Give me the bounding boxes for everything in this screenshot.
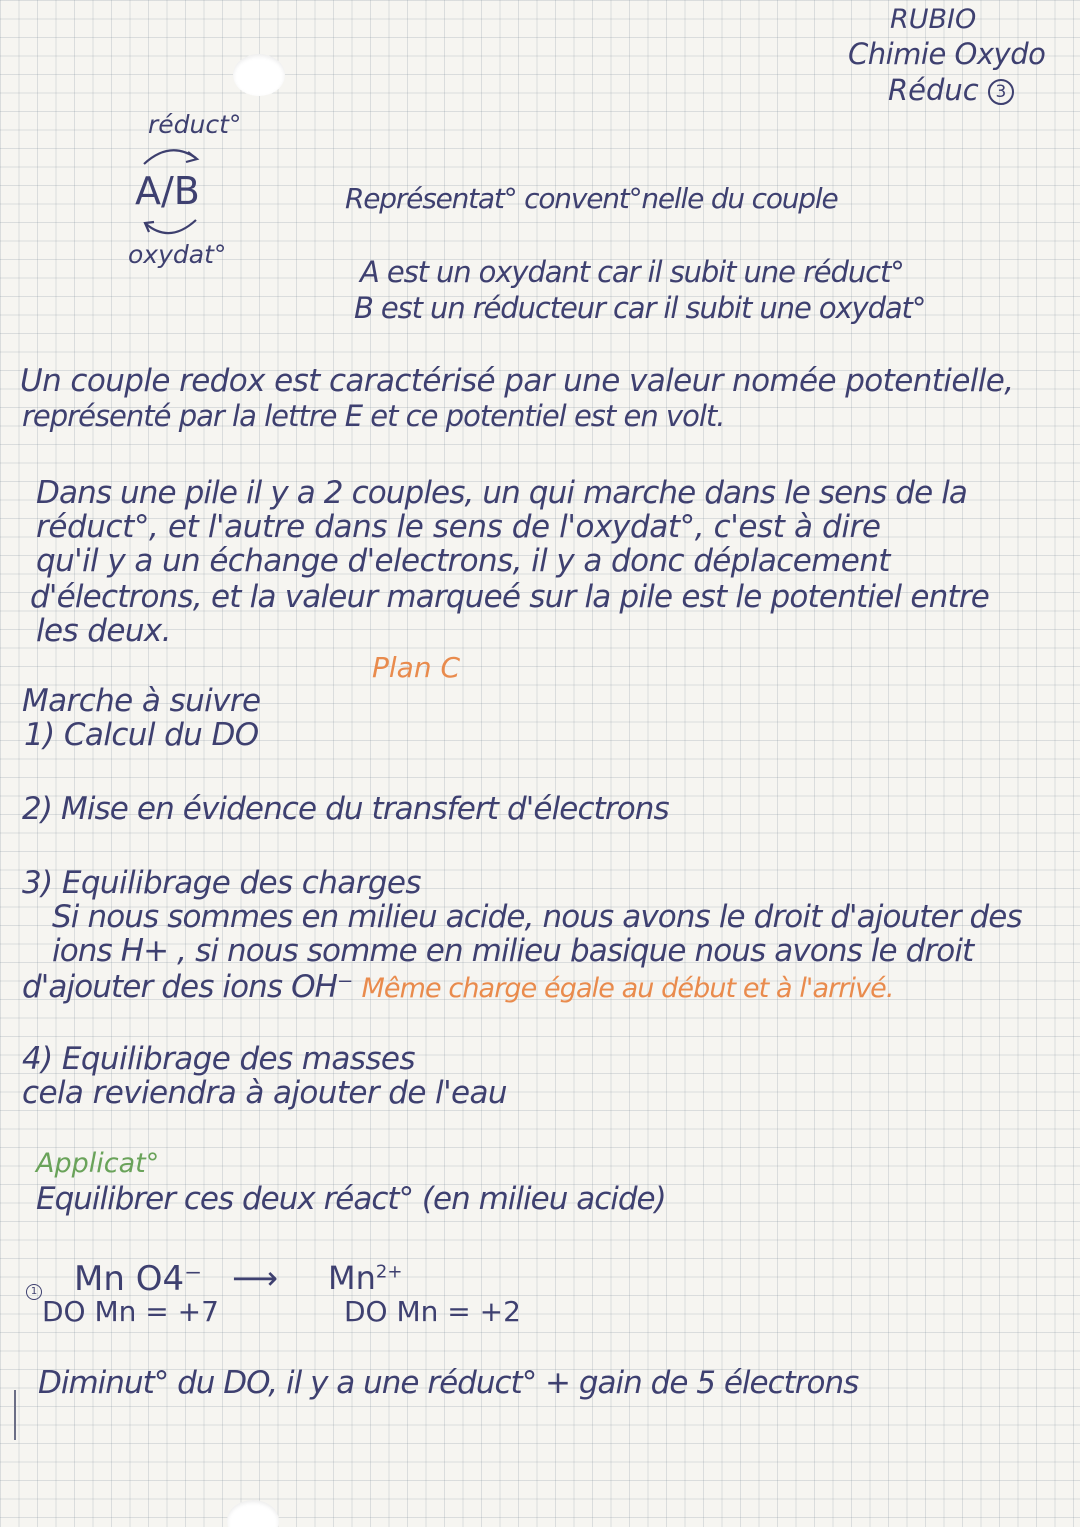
method-step-4-title: 4) Equilibrage des masses (22, 1041, 415, 1077)
chapter-number-badge: 3 (988, 79, 1014, 105)
couple-notation: A/B (135, 169, 200, 213)
step-3-oh-ions: d'ajouter des ions OH⁻ (22, 969, 353, 1005)
punch-hole-bottom (227, 1500, 279, 1527)
paragraph-2-line-3: qu'il y a un échange d'electrons, il y a donc déplacement (36, 543, 890, 579)
method-title: Marche à suivre (22, 683, 261, 719)
representation-line-2: B est un réducteur car il subit une oxydat° (354, 291, 926, 325)
subject-line-1: Chimie Oxydo (848, 37, 1046, 71)
paragraph-2-line-4: d'électrons, et la valeur marqueé sur la pile est le potentiel entre (30, 579, 990, 615)
application-title: Applicat° (36, 1148, 160, 1179)
step-3-charge-note: Même charge égale au début et à l'arrivé. (361, 973, 894, 1004)
reaction-arrow-icon: ⟶ (232, 1259, 278, 1297)
representation-line-1: A est un oxydant car il subit une réduct° (360, 255, 904, 289)
method-step-3-title: 3) Equilibrage des charges (22, 865, 421, 901)
author-name: RUBIO (890, 4, 977, 35)
couple-oxidation-label: oxydat° (128, 240, 227, 269)
subject-line-2 (888, 73, 1014, 107)
method-step-3-line-1: Si nous sommes en milieu acide, nous avons le droit d'ajouter des (52, 899, 1022, 935)
method-step-4-line: cela reviendra à ajouter de l'eau (22, 1075, 507, 1111)
paragraph-1-line-1: Un couple redox est caractérisé par une valeur nomée potentielle, (20, 363, 1014, 399)
paragraph-1-line-2: représenté par la lettre E et ce potentiel est en volt. (22, 399, 725, 433)
punch-hole (233, 54, 285, 96)
reduction-arrow-icon (136, 138, 208, 168)
reaction-product-species: Mn (328, 1259, 376, 1297)
reaction-product-charge: 2+ (375, 1261, 403, 1283)
subject-line-2-text: Réduc (888, 73, 979, 107)
couple-reduction-label: réduct° (148, 110, 242, 139)
plan-label: Plan C (372, 651, 461, 684)
method-step-3-line-3 (22, 969, 894, 1005)
paragraph-2-line-5: les deux. (36, 613, 171, 649)
application-instruction: Equilibrer ces deux réact° (en milieu acide) (36, 1181, 666, 1217)
method-step-1: 1) Calcul du DO (24, 717, 259, 753)
reaction-product (328, 1259, 403, 1297)
representation-title: Représentat° convent°nelle du couple (345, 182, 838, 215)
paragraph-2-line-2: réduct°, et l'autre dans le sens de l'oxydat°, c'est à dire (36, 509, 881, 545)
exercise-index-badge: 1 (26, 1284, 42, 1300)
reaction-reactant: Mn O4⁻ (74, 1259, 203, 1299)
do-left: DO Mn = +7 (42, 1295, 219, 1328)
method-step-3-line-2: ions H+ , si nous somme en milieu basique nous avons le droit (52, 933, 974, 969)
method-step-2: 2) Mise en évidence du transfert d'électrons (22, 791, 669, 827)
oxidation-arrow-icon (136, 216, 208, 242)
application-conclusion: Diminut° du DO, il y a une réduct° + gain de 5 électrons (38, 1365, 859, 1401)
paragraph-2-line-1: Dans une pile il y a 2 couples, un qui marche dans le sens de la (36, 475, 968, 511)
do-right: DO Mn = +2 (344, 1295, 521, 1328)
margin-mark (14, 1390, 16, 1440)
